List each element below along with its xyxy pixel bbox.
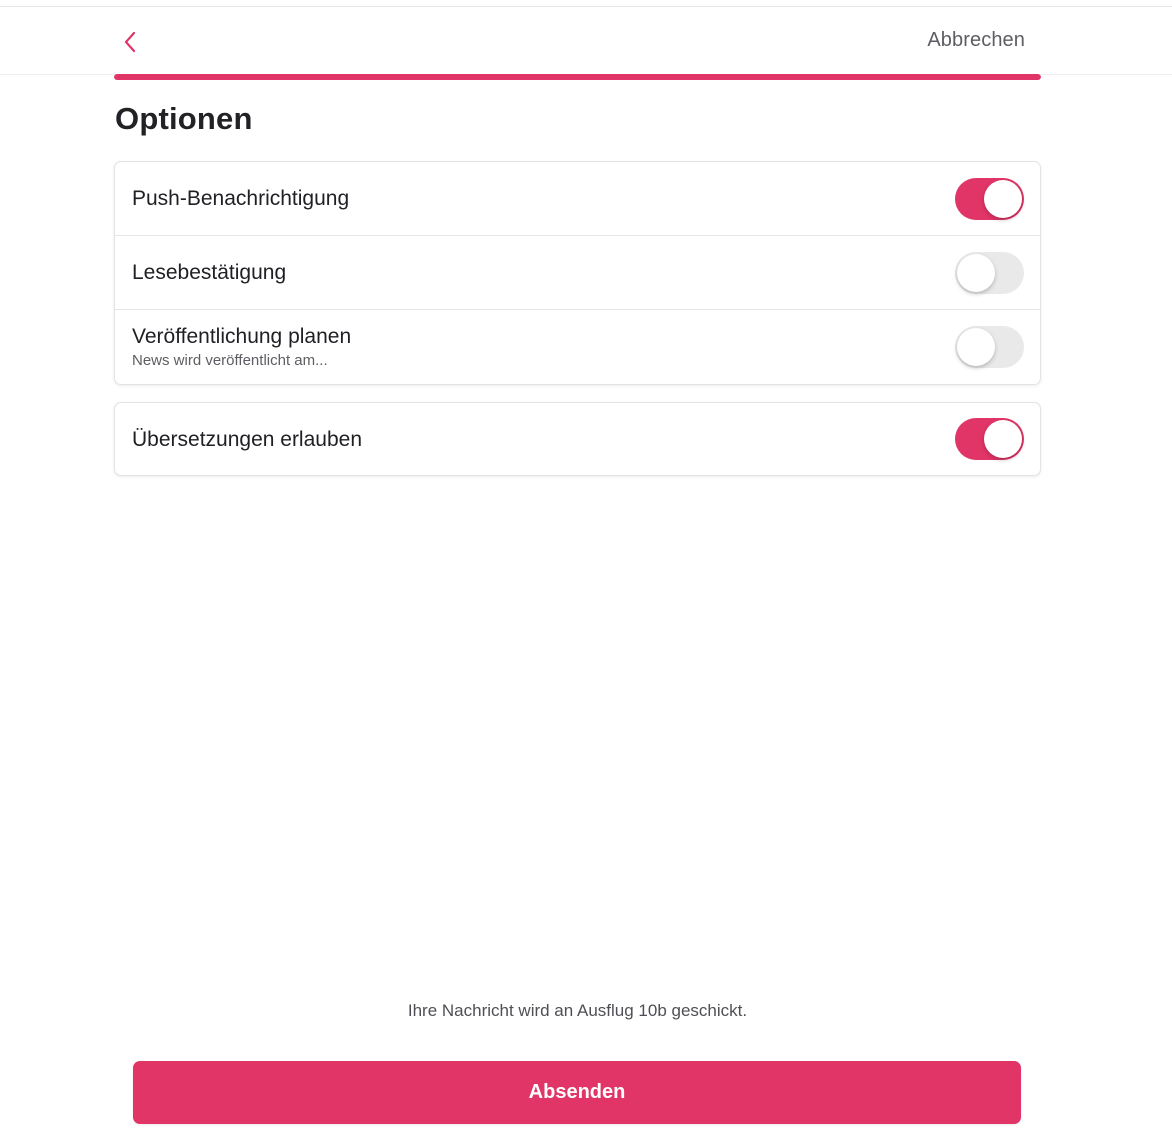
translation-card (114, 402, 1041, 476)
options-card (114, 161, 1041, 385)
option-row-read-receipt (115, 236, 1040, 310)
toggle-knob (957, 254, 995, 292)
option-row-translations (115, 403, 1040, 475)
allow-translations-toggle[interactable] (955, 418, 1024, 460)
progress-bar (114, 74, 1041, 80)
option-row-push (115, 162, 1040, 236)
option-row-schedule (115, 310, 1040, 384)
progress-fill (114, 74, 1041, 80)
toggle-knob (984, 420, 1022, 458)
recipient-info: Ihre Nachricht wird an Ausflug 10b geschickt. (407, 1001, 748, 1020)
option-label: Push-Benachrichtigung (132, 187, 350, 210)
chevron-left-icon (118, 29, 144, 55)
option-label: Lesebestätigung (132, 261, 287, 284)
option-label: Übersetzungen erlauben (132, 428, 362, 451)
schedule-publication-toggle[interactable] (955, 326, 1024, 368)
submit-button[interactable]: Absenden (133, 1061, 1021, 1124)
navigation-bar (0, 7, 1172, 75)
toggle-knob (984, 180, 1022, 218)
push-notification-toggle[interactable] (955, 178, 1024, 220)
option-sublabel: News wird veröffentlicht am... (132, 352, 328, 369)
read-receipt-toggle[interactable] (955, 252, 1024, 294)
toggle-knob (957, 328, 995, 366)
back-button[interactable] (118, 29, 144, 55)
option-label: Veröffentlichung planen (132, 325, 352, 348)
page-title: Optionen (115, 101, 253, 136)
cancel-button[interactable]: Abbrechen (927, 29, 1025, 51)
